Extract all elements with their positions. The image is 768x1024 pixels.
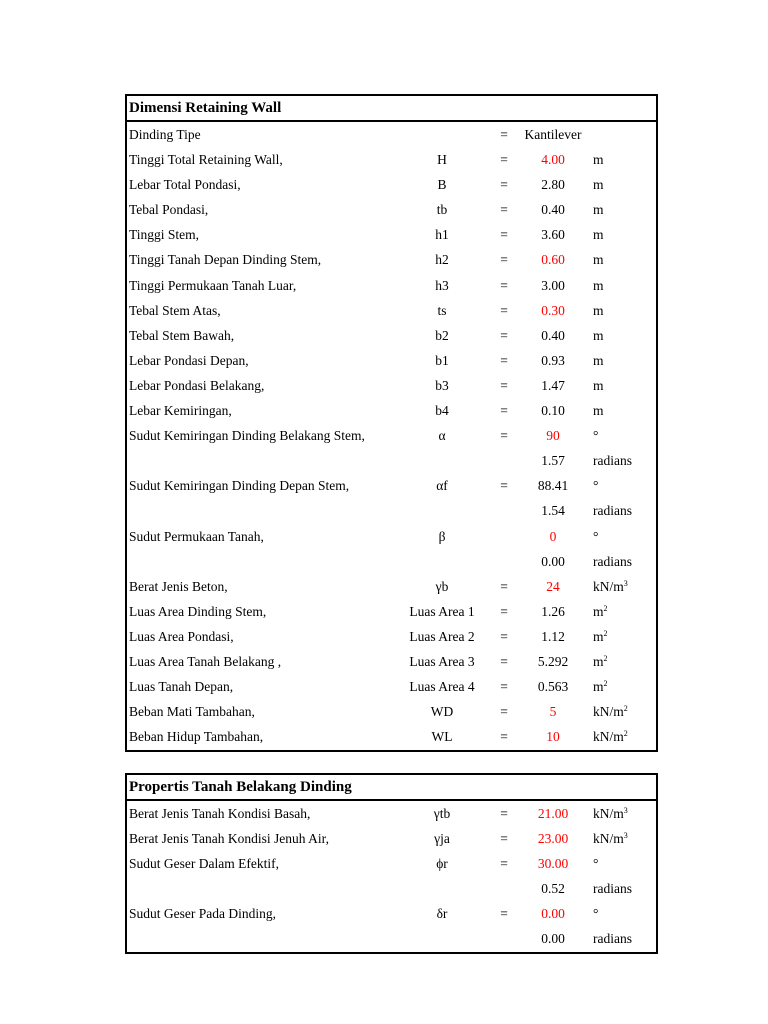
unit-text: ° xyxy=(593,528,599,544)
unit-text: kN/m xyxy=(593,806,624,821)
row-unit xyxy=(593,298,604,323)
row-unit xyxy=(593,348,604,373)
row-equals: = xyxy=(500,729,508,745)
unit-exponent: 2 xyxy=(603,653,608,663)
row-unit xyxy=(593,373,604,398)
row-equals: = xyxy=(500,856,508,872)
row-label: Lebar Pondasi Belakang, xyxy=(129,377,265,393)
table-row xyxy=(127,926,656,951)
row-label: Lebar Pondasi Depan, xyxy=(129,352,249,368)
row-value: 2.80 xyxy=(541,177,565,193)
row-unit xyxy=(593,599,608,624)
row-value: 3.60 xyxy=(541,227,565,243)
row-label: Berat Jenis Tanah Kondisi Jenuh Air, xyxy=(129,831,329,847)
row-label: Luas Tanah Depan, xyxy=(129,679,234,695)
row-label: Berat Jenis Beton, xyxy=(129,578,228,594)
row-equals: = xyxy=(500,403,508,419)
row-label: Tinggi Total Retaining Wall, xyxy=(129,152,283,168)
row-value: 23.00 xyxy=(537,831,569,847)
row-symbol: b3 xyxy=(435,377,449,393)
row-value: 1.47 xyxy=(541,377,565,393)
row-value: 0.52 xyxy=(541,881,565,897)
unit-exponent: 3 xyxy=(623,831,628,841)
row-unit xyxy=(593,901,598,926)
table-row xyxy=(127,273,656,298)
row-unit xyxy=(593,147,604,172)
table-row xyxy=(127,901,656,926)
row-unit xyxy=(593,699,628,724)
unit-text: m xyxy=(593,277,604,293)
row-equals: = xyxy=(500,806,508,821)
row-symbol: h1 xyxy=(435,227,449,243)
row-unit xyxy=(593,448,632,473)
row-equals: = xyxy=(500,831,508,847)
row-label: Beban Mati Tambahan, xyxy=(129,704,255,720)
table-row xyxy=(127,498,656,523)
unit-text: radians xyxy=(593,453,632,469)
retaining-wall-dimensions-table xyxy=(125,94,658,752)
row-label: Lebar Total Pondasi, xyxy=(129,177,241,193)
row-symbol: b2 xyxy=(435,327,449,343)
row-unit xyxy=(593,423,598,448)
unit-text: ° xyxy=(593,478,599,494)
row-unit xyxy=(593,674,608,699)
row-unit xyxy=(593,247,604,272)
row-symbol: h3 xyxy=(435,277,449,293)
section-title: Dimensi Retaining Wall xyxy=(127,96,656,122)
unit-text: m xyxy=(593,377,604,393)
unit-exponent: 2 xyxy=(623,704,628,714)
table-row xyxy=(127,876,656,901)
table-row xyxy=(127,172,656,197)
unit-text: kN/m xyxy=(593,831,624,847)
soil-properties-table xyxy=(125,773,658,954)
table-row xyxy=(127,348,656,373)
row-unit xyxy=(593,801,628,826)
row-value: 0.563 xyxy=(537,679,569,695)
row-label: Lebar Kemiringan, xyxy=(129,403,232,419)
row-symbol: B xyxy=(437,177,447,193)
row-equals: = xyxy=(500,628,508,644)
table-row xyxy=(127,473,656,498)
unit-text: m xyxy=(593,352,604,368)
row-value: Kantilever xyxy=(524,127,582,142)
unit-text: m xyxy=(593,177,604,193)
row-equals: = xyxy=(500,202,508,218)
unit-text: ° xyxy=(593,428,599,444)
table-row xyxy=(127,624,656,649)
table-row xyxy=(127,801,656,826)
row-symbol: γja xyxy=(434,831,450,847)
row-symbol: ϕr xyxy=(436,856,448,872)
row-symbol: α xyxy=(438,428,446,444)
row-label: Tebal Stem Bawah, xyxy=(129,327,235,343)
unit-text: radians xyxy=(593,881,632,897)
row-label: Luas Area Pondasi, xyxy=(129,628,234,644)
table-row xyxy=(127,851,656,876)
unit-exponent: 2 xyxy=(623,729,628,739)
row-symbol: γb xyxy=(435,578,449,594)
row-unit xyxy=(593,323,604,348)
row-unit xyxy=(593,724,628,749)
row-unit xyxy=(593,851,598,876)
unit-text: m xyxy=(593,152,604,168)
row-equals: = xyxy=(500,428,508,444)
row-value: 0.00 xyxy=(541,553,565,569)
row-symbol: αf xyxy=(436,478,448,494)
unit-text: m xyxy=(593,679,604,695)
row-unit xyxy=(593,649,608,674)
row-symbol: β xyxy=(438,528,446,544)
row-value: 1.12 xyxy=(541,628,565,644)
row-unit xyxy=(593,876,632,901)
row-symbol: ts xyxy=(437,302,447,318)
unit-exponent: 3 xyxy=(623,806,628,815)
table-row xyxy=(127,373,656,398)
row-unit xyxy=(593,549,632,574)
unit-text: radians xyxy=(593,553,632,569)
row-value: 10 xyxy=(546,729,560,745)
row-symbol: Luas Area 2 xyxy=(409,628,475,644)
table-row xyxy=(127,599,656,624)
unit-text: m xyxy=(593,327,604,343)
row-symbol: h2 xyxy=(435,252,449,268)
row-equals: = xyxy=(500,906,508,922)
row-label: Tinggi Tanah Depan Dinding Stem, xyxy=(129,252,322,268)
row-value: 1.57 xyxy=(541,453,565,469)
unit-text: ° xyxy=(593,906,599,922)
row-equals: = xyxy=(500,578,508,594)
row-symbol: b4 xyxy=(435,403,449,419)
row-equals: = xyxy=(500,177,508,193)
row-symbol: WL xyxy=(431,729,453,745)
unit-text: m xyxy=(593,202,604,218)
unit-text: m xyxy=(593,628,604,644)
unit-text: ° xyxy=(593,856,599,872)
row-equals: = xyxy=(500,704,508,720)
row-equals: = xyxy=(500,327,508,343)
row-label: Sudut Geser Dalam Efektif, xyxy=(129,856,279,872)
row-value: 90 xyxy=(546,428,560,444)
row-equals: = xyxy=(500,302,508,318)
row-value: 0.00 xyxy=(541,906,565,922)
table-row xyxy=(127,649,656,674)
row-unit xyxy=(593,524,598,549)
row-equals: = xyxy=(500,277,508,293)
row-label: Tinggi Permukaan Tanah Luar, xyxy=(129,277,297,293)
table-row xyxy=(127,222,656,247)
row-symbol: H xyxy=(437,152,447,168)
row-label: Beban Hidup Tambahan, xyxy=(129,729,264,745)
row-equals: = xyxy=(500,152,508,168)
row-label: Tebal Stem Atas, xyxy=(129,302,221,318)
row-equals: = xyxy=(500,127,508,142)
row-label: Tebal Pondasi, xyxy=(129,202,209,218)
row-unit xyxy=(593,574,628,599)
table-rows xyxy=(127,122,656,749)
row-symbol: γtb xyxy=(433,806,451,821)
row-symbol: Luas Area 3 xyxy=(409,653,475,669)
row-label: Tinggi Stem, xyxy=(129,227,200,243)
table-row xyxy=(127,247,656,272)
row-unit xyxy=(593,172,604,197)
table-row xyxy=(127,398,656,423)
row-equals: = xyxy=(500,352,508,368)
row-unit xyxy=(593,624,608,649)
row-symbol: tb xyxy=(436,202,448,218)
unit-text: kN/m xyxy=(593,704,624,720)
table-row xyxy=(127,448,656,473)
unit-text: m xyxy=(593,603,604,619)
row-unit xyxy=(593,273,604,298)
row-value: 0.60 xyxy=(541,252,565,268)
unit-text: kN/m xyxy=(593,729,624,745)
row-symbol: WD xyxy=(430,704,454,720)
unit-text: m xyxy=(593,403,604,419)
row-value: 0.10 xyxy=(541,403,565,419)
table-row xyxy=(127,524,656,549)
row-value: 24 xyxy=(546,578,560,594)
row-equals: = xyxy=(500,653,508,669)
unit-text: m xyxy=(593,227,604,243)
table-rows xyxy=(127,801,656,952)
row-value: 21.00 xyxy=(537,806,569,821)
unit-exponent: 2 xyxy=(603,628,608,638)
row-value: 0.30 xyxy=(541,302,565,318)
row-value: 1.26 xyxy=(541,603,565,619)
row-equals: = xyxy=(500,478,508,494)
row-label: Sudut Geser Pada Dinding, xyxy=(129,906,276,922)
row-value: 0.40 xyxy=(541,327,565,343)
unit-exponent: 2 xyxy=(603,679,608,689)
table-row xyxy=(127,147,656,172)
row-equals: = xyxy=(500,227,508,243)
row-equals: = xyxy=(500,377,508,393)
unit-text: m xyxy=(593,302,604,318)
unit-text: radians xyxy=(593,931,632,947)
row-label: Sudut Kemiringan Dinding Belakang Stem, xyxy=(129,428,365,444)
unit-exponent: 3 xyxy=(623,578,628,588)
table-row xyxy=(127,574,656,599)
table-row xyxy=(127,323,656,348)
table-row xyxy=(127,674,656,699)
section-title: Propertis Tanah Belakang Dinding xyxy=(127,775,656,801)
table-row xyxy=(127,197,656,222)
row-equals: = xyxy=(500,603,508,619)
row-value: 3.00 xyxy=(541,277,565,293)
table-row xyxy=(127,122,656,147)
row-unit xyxy=(593,197,604,222)
row-value: 30.00 xyxy=(537,856,569,872)
table-row xyxy=(127,298,656,323)
row-unit xyxy=(593,398,604,423)
row-label: Dinding Tipe xyxy=(129,127,201,142)
table-row xyxy=(127,724,656,749)
unit-text: m xyxy=(593,252,604,268)
row-unit xyxy=(593,222,604,247)
unit-text: kN/m xyxy=(593,578,624,594)
table-row xyxy=(127,423,656,448)
table-row xyxy=(127,549,656,574)
row-label: Sudut Kemiringan Dinding Depan Stem, xyxy=(129,478,350,494)
table-row xyxy=(127,826,656,851)
row-label: Berat Jenis Tanah Kondisi Basah, xyxy=(129,806,311,821)
row-symbol: Luas Area 1 xyxy=(409,603,475,619)
row-symbol: b1 xyxy=(435,352,449,368)
row-value: 5.292 xyxy=(537,653,569,669)
row-value: 1.54 xyxy=(541,503,565,519)
row-unit xyxy=(593,926,632,951)
table-row xyxy=(127,699,656,724)
row-symbol: Luas Area 4 xyxy=(409,679,475,695)
row-value: 4.00 xyxy=(541,152,565,168)
row-equals: = xyxy=(500,679,508,695)
row-label: Sudut Permukaan Tanah, xyxy=(129,528,264,544)
row-label: Luas Area Tanah Belakang , xyxy=(129,653,282,669)
unit-text: m xyxy=(593,653,604,669)
row-value: 5 xyxy=(549,704,557,720)
row-value: 0.93 xyxy=(541,352,565,368)
row-value: 0.00 xyxy=(541,931,565,947)
row-unit xyxy=(593,498,632,523)
row-label: Luas Area Dinding Stem, xyxy=(129,603,267,619)
row-value: 0.40 xyxy=(541,202,565,218)
row-value: 88.41 xyxy=(537,478,569,494)
row-equals: = xyxy=(500,252,508,268)
row-value: 0 xyxy=(549,528,557,544)
row-symbol: δr xyxy=(436,906,448,922)
row-unit xyxy=(593,473,598,498)
unit-text: radians xyxy=(593,503,632,519)
row-unit xyxy=(593,826,628,851)
unit-exponent: 2 xyxy=(603,603,608,613)
